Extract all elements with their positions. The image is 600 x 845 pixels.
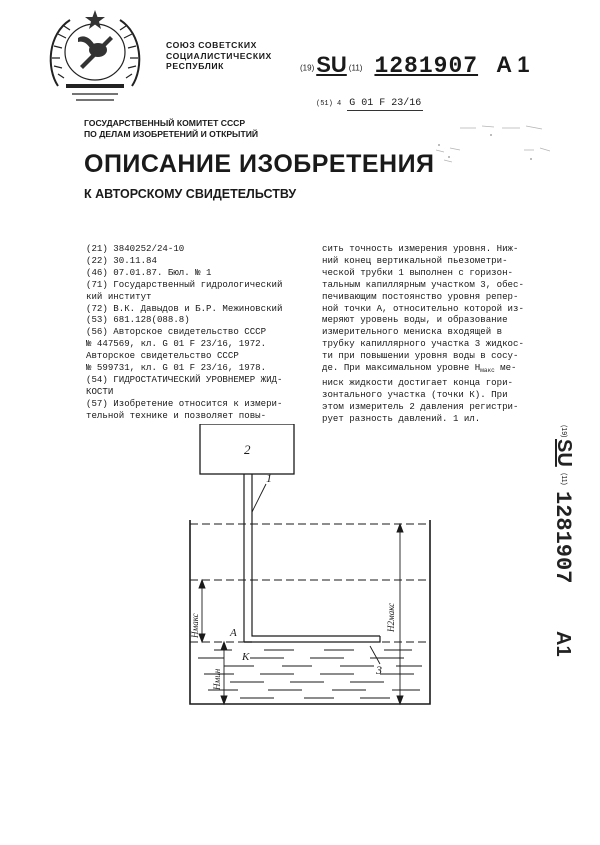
biblio-line: (21) 3840252/24-10 — [86, 243, 185, 254]
leader-3 — [370, 646, 380, 664]
piezometric-tube — [244, 474, 380, 642]
biblio-line: (71) Государственный гидрологический — [86, 278, 283, 290]
committee-block — [84, 118, 258, 140]
biblio-line: КОСТИ — [86, 385, 114, 397]
abstract-line: ной точки А, относительно которой из- — [322, 302, 524, 314]
abstract-line: трубку капиллярного участка 3 жидкос- — [322, 338, 524, 350]
bibliographic-data — [86, 243, 318, 422]
side-code-11: (11) — [560, 473, 567, 485]
state-name-block — [166, 40, 272, 72]
biblio-line: № 447569, кл. G 01 F 23/16, 1972. — [86, 338, 267, 350]
abstract-line: зонтального участка (точки К). При — [322, 388, 508, 400]
box-label: 2 — [244, 442, 251, 457]
hmin-arrow-top — [221, 642, 227, 650]
biblio-line: (53) 681.128(088.8) — [86, 314, 190, 326]
biblio-line: (56) Авторское свидетельство СССР — [86, 326, 267, 338]
water-hatching — [198, 650, 422, 698]
publication-number — [300, 52, 529, 79]
biblio-line: тельной технике и позволяет повы- — [86, 409, 267, 421]
committee-line-1: ГОСУДАРСТВЕННЫЙ КОМИТЕТ СССР — [84, 118, 246, 128]
abstract-line: ти при повышении уровня воды в сосу- — [322, 350, 519, 362]
patent-number: 1281907 — [374, 53, 479, 79]
hmin-arrow-bottom — [221, 696, 227, 704]
abstract-line: печивающим постоянство уровня репер- — [322, 290, 519, 302]
side-code-19: (19) — [560, 425, 567, 438]
biblio-line: (72) В.К. Давыдов и Б.Р. Межиновский — [86, 302, 283, 314]
abstract-text — [322, 243, 552, 425]
point-k-label: K — [242, 651, 250, 663]
h2max-arrow-bottom — [397, 696, 403, 704]
side-country: SU — [553, 439, 575, 467]
abstract-line: ческой трубки 1 выполнен с горизон- — [322, 266, 513, 278]
library-stamp — [430, 120, 560, 180]
abstract-line: измерительного мениска входящей в — [322, 326, 503, 338]
h2max-arrow-top — [397, 524, 403, 532]
abstract-line: этом измеритель 2 давления регистри- — [322, 400, 519, 412]
code-51: (51) 4 — [316, 100, 342, 108]
point-a-label: A — [230, 627, 237, 639]
capillary-section — [244, 636, 380, 642]
abstract-line: сить точность измерения уровня. Ниж- — [322, 243, 519, 254]
biblio-line: (46) 07.01.87. Бюл. № 1 — [86, 266, 212, 278]
side-kind: A1 — [552, 631, 574, 657]
abstract-line-hmax — [322, 362, 552, 377]
tube-label: 1 — [266, 471, 272, 485]
state-line-1: СОЮЗ СОВЕТСКИХ — [166, 40, 257, 50]
h-max-label: Hмакс — [190, 613, 200, 638]
document-subtitle: К АВТОРСКОМУ СВИДЕТЕЛЬСТВУ — [84, 187, 297, 201]
side-patent-number — [548, 425, 588, 685]
side-number: 1281907 — [550, 491, 575, 584]
abstract-line: ний конец вертикальной пьезометри- — [322, 254, 508, 266]
abstract-hmax-prefix: де. При максимальном уровне Н — [322, 362, 481, 374]
ussr-emblem — [36, 8, 154, 106]
abstract-line: меряют уровень воды, и образование — [322, 314, 508, 326]
document-title: ОПИСАНИЕ ИЗОБРЕТЕНИЯ — [84, 150, 435, 178]
biblio-line: кий институт — [86, 290, 152, 302]
abstract-line: тальным капиллярным участком 3, обес- — [322, 278, 524, 290]
leader-1 — [252, 484, 266, 512]
state-line-3: РЕСПУБЛИК — [166, 61, 225, 71]
ipc-code: G 01 F 23/16 — [349, 98, 422, 109]
biblio-line: Авторское свидетельство СССР — [86, 350, 239, 362]
kind-code: A 1 — [496, 52, 530, 77]
biblio-line: (57) Изобретение относится к измери- — [86, 397, 283, 409]
h-min-label: Hмин — [212, 668, 222, 690]
code-11: (11) — [348, 63, 363, 73]
state-line-2: СОЦИАЛИСТИЧЕСКИХ — [166, 50, 272, 61]
code-19: (19) — [300, 63, 315, 73]
level-gauge-diagram — [184, 424, 444, 708]
ipc-classification — [316, 98, 423, 109]
h2-max-label: H2макс — [386, 602, 396, 632]
abstract-line: рует разность давлений. 1 ил. — [322, 412, 481, 424]
abstract-hmax-subscript: макс — [480, 367, 495, 375]
committee-line-2: ПО ДЕЛАМ ИЗОБРЕТЕНИЙ И ОТКРЫТИЙ — [84, 129, 259, 139]
country-code: SU — [316, 52, 347, 77]
abstract-hmax-suffix: ме- — [494, 362, 517, 374]
biblio-line: (22) 30.11.84 — [86, 254, 157, 266]
capillary-label: 3 — [376, 663, 382, 677]
biblio-line: (54) ГИДРОСТАТИЧЕСКИЙ УРОВНЕМЕР ЖИД- — [86, 373, 283, 385]
biblio-line: № 599731, кл. G 01 F 23/16, 1978. — [86, 362, 267, 374]
hmax-arrow-top — [199, 580, 205, 588]
abstract-line: ниск жидкости достигает конца гори- — [322, 376, 513, 388]
